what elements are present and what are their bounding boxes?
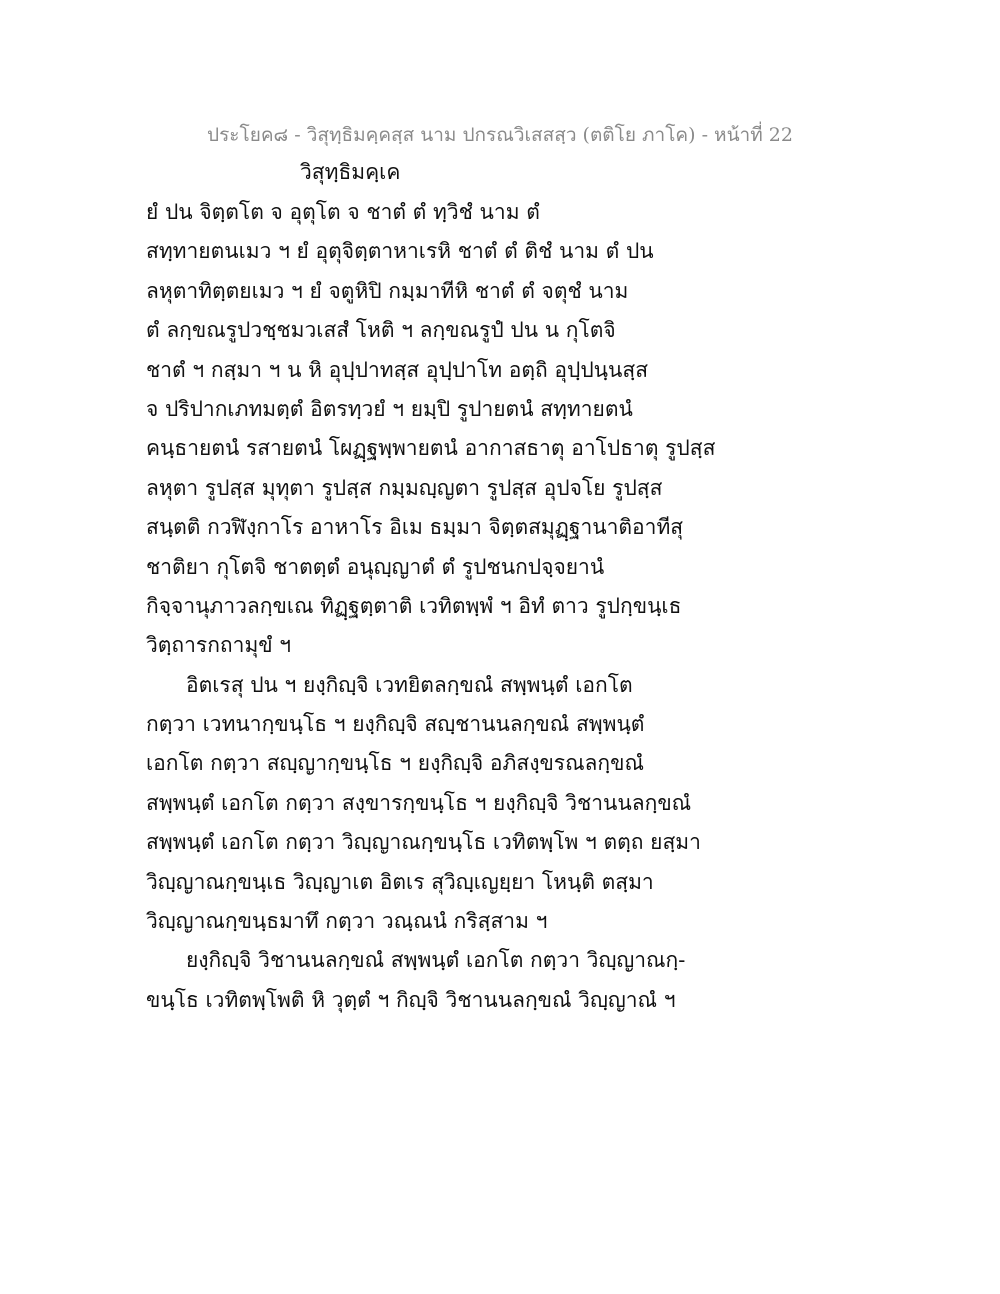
text-line: วิญฺญาณกฺขนฺเธ วิญฺญาเต อิตเร สุวิญฺเญยฺยา โหนฺติ ตสฺมา xyxy=(146,869,654,894)
text-line: คนฺธายตนํ รสายตนํ โผฏฺฐพฺพายตนํ อากาสธาตุ อาโปธาตุ รูปสฺส xyxy=(146,436,716,461)
text-line: ลหุตา รูปสฺส มุทุตา รูปสฺส กมฺมญฺญตา รูปสฺส อุปจโย รูปสฺส xyxy=(146,475,663,500)
text-line: วิตฺถารกถามุขํ ฯ xyxy=(146,633,292,658)
running-header-text: ประโยค๘ - วิสุทฺธิมคฺคสฺส นาม ปกรณวิเสสสฺว (ตติโย ภาโค) - หน้าที่ 22 xyxy=(207,124,793,146)
text-line: จ ปริปากเภทมตฺตํ อิตรทฺวยํ ฯ ยมฺปิ รูปายตนํ สทฺทายตนํ xyxy=(146,396,633,421)
text-line: กิจฺจานุภาวลกฺขเณ ทิฏฺฐตฺตาติ เวทิตพฺพํ ฯ อิทํ ตาว รูปกฺขนฺเธ xyxy=(146,593,682,618)
text-line: ยํ ปน จิตฺตโต จ อุตุโต จ ชาตํ ตํ ทฺวิชํ นาม ตํ xyxy=(146,200,540,224)
text-line: ชาตํ ฯ กสฺมา ฯ น หิ อุปฺปาทสฺส อุปฺปาโท อตฺถิ อุปฺปนฺนสฺส xyxy=(146,357,649,382)
text-line: ลหุตาทิตฺตยเมว ฯ ยํ จตูหิปิ กมฺมาทีหิ ชาตํ ตํ จตุชํ นาม xyxy=(146,278,629,303)
paragraph-start-line: อิตเรสุ ปน ฯ ยงฺกิญฺจิ เวทยิตลกฺขณํ สพฺพนฺตํ เอกโต xyxy=(186,672,633,697)
text-line: กตฺวา เวทนากฺขนฺโธ ฯ ยงฺกิญฺจิ สญฺชานนลกฺขณํ สพฺพนฺตํ xyxy=(146,712,645,737)
paragraph-start-line: ยงฺกิญฺจิ วิชานนลกฺขณํ สพฺพนฺตํ เอกโต กตฺวา วิญฺญาณกฺ- xyxy=(186,948,686,973)
running-header xyxy=(0,120,1000,150)
body-text xyxy=(146,196,716,1023)
text-line: วิญฺญาณกฺขนฺธมาทึ กตฺวา วณฺณนํ กริสฺสาม ฯ xyxy=(146,909,548,934)
text-line: สทฺทายตนเมว ฯ ยํ อุตุจิตฺตาหาเรหิ ชาตํ ตํ ติชํ นาม ตํ ปน xyxy=(146,239,654,264)
text-line: สนฺตติ กวฬิงฺกาโร อาหาโร อิเม ธมฺมา จิตฺตสมุฏฺฐานาติอาทีสุ xyxy=(146,515,684,540)
text-line: ขนฺโธ เวทิตพฺโพติ หิ วุตฺตํ ฯ กิญฺจิ วิชานนลกฺขณํ วิญฺญาณํ ฯ xyxy=(146,987,676,1012)
text-line: เอกโต กตฺวา สญฺญากฺขนฺโธ ฯ ยงฺกิญฺจิ อภิสงฺขรณลกฺขณํ xyxy=(146,751,644,776)
text-line: สพฺพนฺตํ เอกโต กตฺวา สงฺขารกฺขนฺโธ ฯ ยงฺกิญฺจิ วิชานนลกฺขณํ xyxy=(146,790,692,815)
section-title: วิสุทฺธิมคฺเค xyxy=(300,160,401,184)
text-line: ตํ ลกฺขณรูปวชฺชมวเสสํ โหติ ฯ ลกฺขณรูปํ ปน น กุโตจิ xyxy=(146,318,616,343)
text-line: สพฺพนฺตํ เอกโต กตฺวา วิญฺญาณกฺขนฺโธ เวทิตพฺโพ ฯ ตตฺถ ยสฺมา xyxy=(146,830,701,855)
text-line: ชาติยา กุโตจิ ชาตตฺตํ อนุญฺญาตํ ตํ รูปชนกปจฺจยานํ xyxy=(146,554,605,579)
